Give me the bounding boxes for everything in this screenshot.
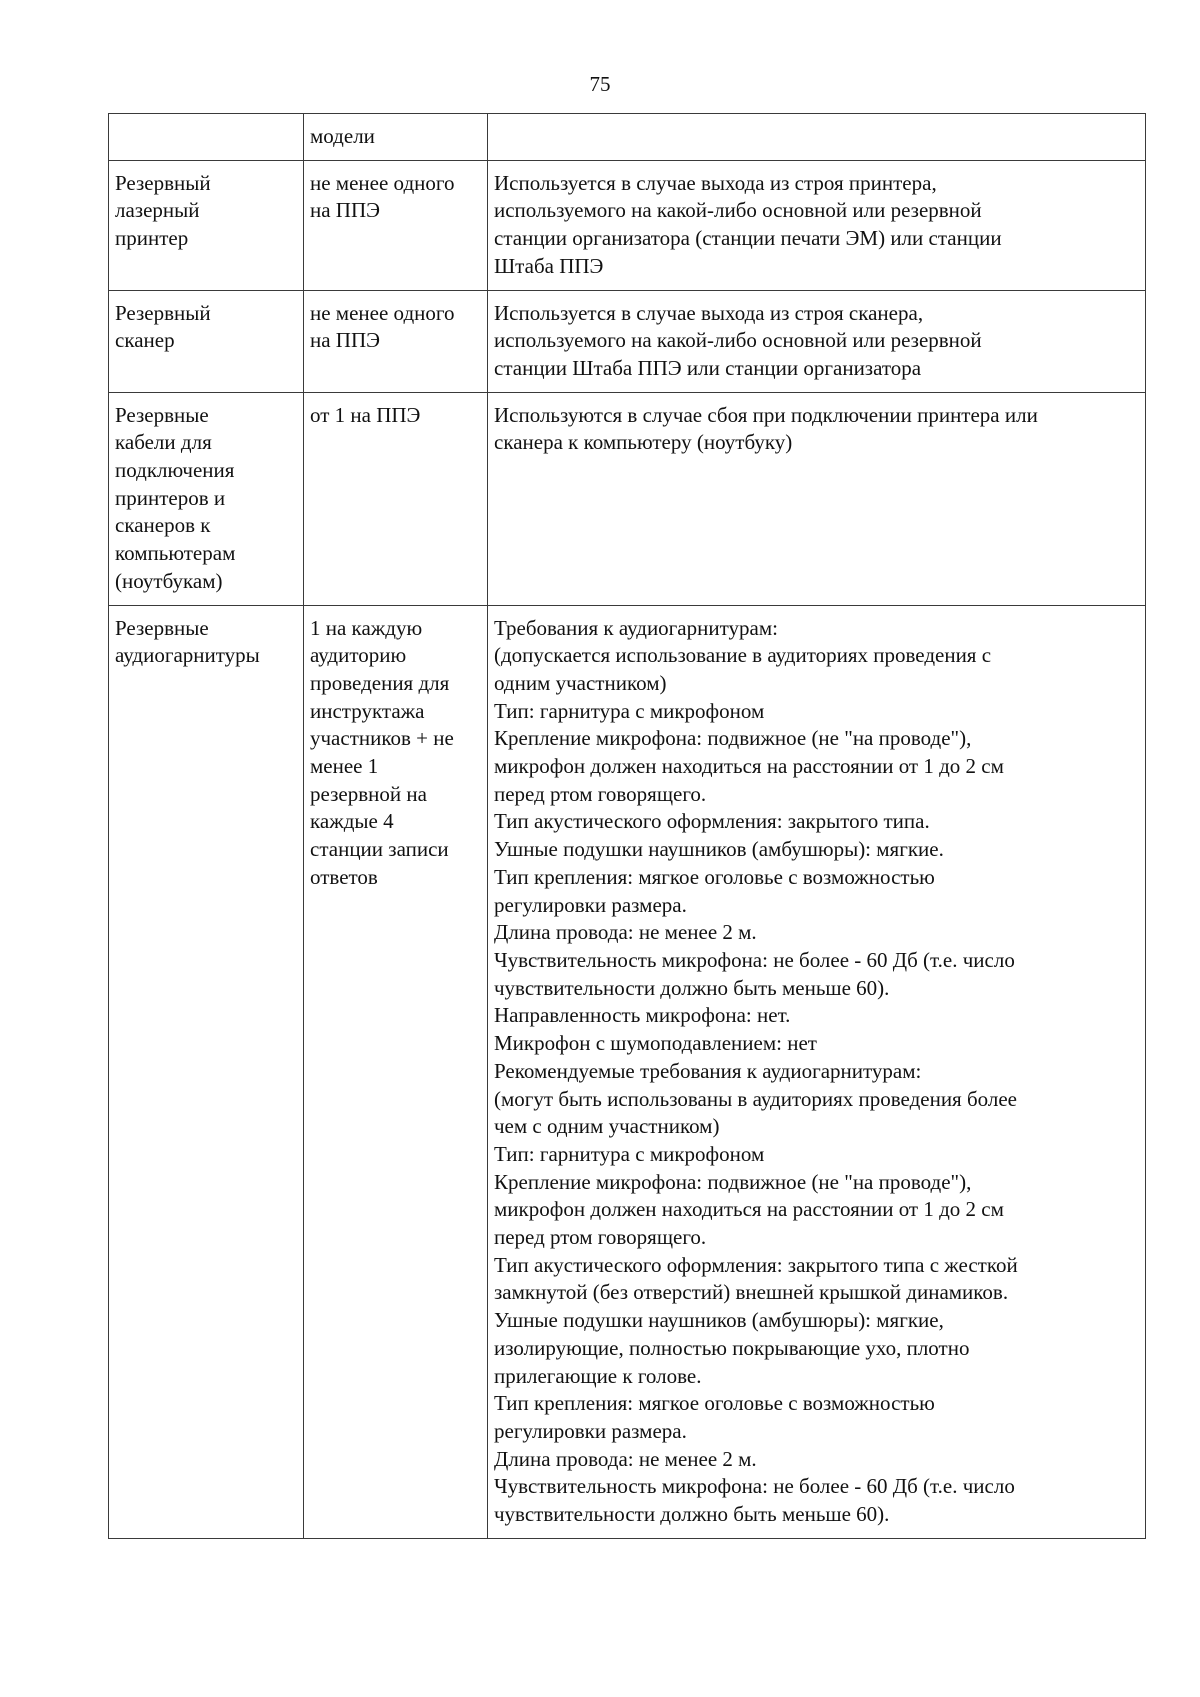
description-line: Крепление микрофона: подвижное (не "на проводе"), [494, 1169, 972, 1194]
description-line: перед ртом говорящего. [494, 1225, 707, 1250]
description-line: станции Штаба ППЭ или станции организатора [494, 355, 922, 380]
description-line: Тип: гарнитура с микрофоном [494, 1141, 765, 1166]
description-line: станции организатора (станции печати ЭМ) или станции [494, 226, 1002, 251]
description-line: Тип крепления: мягкое оголовье с возможностью [494, 1391, 935, 1416]
description-line: Ушные подушки наушников (амбушюры): мягкие, [494, 1308, 944, 1333]
description-cell [488, 290, 1146, 392]
description-line: регулировки размера. [494, 892, 687, 917]
description-line: Крепление микрофона: подвижное (не "на проводе"), [494, 726, 972, 751]
equipment-name-cell [109, 114, 304, 161]
table-row [109, 290, 1146, 392]
description-line: Тип крепления: мягкое оголовье с возможностью [494, 864, 935, 889]
description-line: регулировки размера. [494, 1418, 687, 1443]
table-row [109, 114, 1146, 161]
description-line: микрофон должен находиться на расстоянии от 1 до 2 см [494, 754, 1004, 779]
description-line: одним участником) [494, 670, 667, 695]
description-line: (могут быть использованы в аудиториях проведения более [494, 1086, 1017, 1111]
description-line: Штаба ППЭ [494, 253, 604, 278]
quantity-cell: от 1 на ППЭ [304, 392, 488, 605]
description-line: чем с одним участником) [494, 1114, 720, 1139]
description-line: изолирующие, полностью покрывающие ухо, плотно [494, 1335, 970, 1360]
table-row [109, 605, 1146, 1538]
equipment-table-body [109, 114, 1146, 1539]
description-line: Длина провода: не менее 2 м. [494, 1446, 757, 1471]
description-line: Чувствительность микрофона: не более - 60 Дб (т.е. число [494, 947, 1015, 972]
equipment-table [108, 113, 1146, 1539]
description-line: Используется в случае выхода из строя принтера, [494, 170, 937, 195]
table-row [109, 160, 1146, 290]
description-line: чувствительности должно быть меньше 60). [494, 975, 890, 1000]
description-line: используемого на какой-либо основной или резервной [494, 328, 982, 353]
description-line: Чувствительность микрофона: не более - 60 Дб (т.е. число [494, 1474, 1015, 1499]
description-line: Требования к аудиогарнитурам: [494, 615, 778, 640]
description-line: чувствительности должно быть меньше 60). [494, 1502, 890, 1527]
description-line: Используется в случае выхода из строя сканера, [494, 300, 924, 325]
description-cell [488, 114, 1146, 161]
page-number: 75 [589, 72, 611, 96]
quantity-cell: модели [304, 114, 488, 161]
equipment-name-cell: Резервные аудиогарнитуры [109, 605, 304, 1538]
description-line: (допускается использование в аудиториях проведения с [494, 643, 992, 668]
description-line: Направленность микрофона: нет. [494, 1003, 791, 1028]
equipment-name-cell: Резервный сканер [109, 290, 304, 392]
table-row [109, 392, 1146, 605]
description-line: Ушные подушки наушников (амбушюры): мягкие. [494, 837, 944, 862]
description-cell [488, 160, 1146, 290]
quantity-cell: 1 на каждую аудиторию проведения для инструктажа участников + не менее 1 резервной на каждые 4 станции записи ответов [304, 605, 488, 1538]
description-line: прилегающие к голове. [494, 1363, 702, 1388]
description-line: сканера к компьютеру (ноутбуку) [494, 430, 793, 455]
description-line: замкнутой (без отверстий) внешней крышкой динамиков. [494, 1280, 1009, 1305]
description-line: Микрофон с шумоподавлением: нет [494, 1031, 817, 1056]
equipment-name-cell: Резервные кабели для подключения принтеров и сканеров к компьютерам (ноутбукам) [109, 392, 304, 605]
description-cell [488, 392, 1146, 605]
quantity-cell: не менее одного на ППЭ [304, 160, 488, 290]
description-line: Используются в случае сбоя при подключении принтера или [494, 402, 1038, 427]
description-line: Тип акустического оформления: закрытого типа с жесткой [494, 1252, 1018, 1277]
description-line: микрофон должен находиться на расстоянии от 1 до 2 см [494, 1197, 1004, 1222]
description-line: Рекомендуемые требования к аудиогарнитурам: [494, 1058, 922, 1083]
equipment-name-cell: Резервный лазерный принтер [109, 160, 304, 290]
description-line: перед ртом говорящего. [494, 781, 707, 806]
description-cell [488, 605, 1146, 1538]
description-line: используемого на какой-либо основной или резервной [494, 198, 982, 223]
description-line: Тип акустического оформления: закрытого типа. [494, 809, 930, 834]
description-line: Длина провода: не менее 2 м. [494, 920, 757, 945]
description-line: Тип: гарнитура с микрофоном [494, 698, 765, 723]
quantity-cell: не менее одного на ППЭ [304, 290, 488, 392]
